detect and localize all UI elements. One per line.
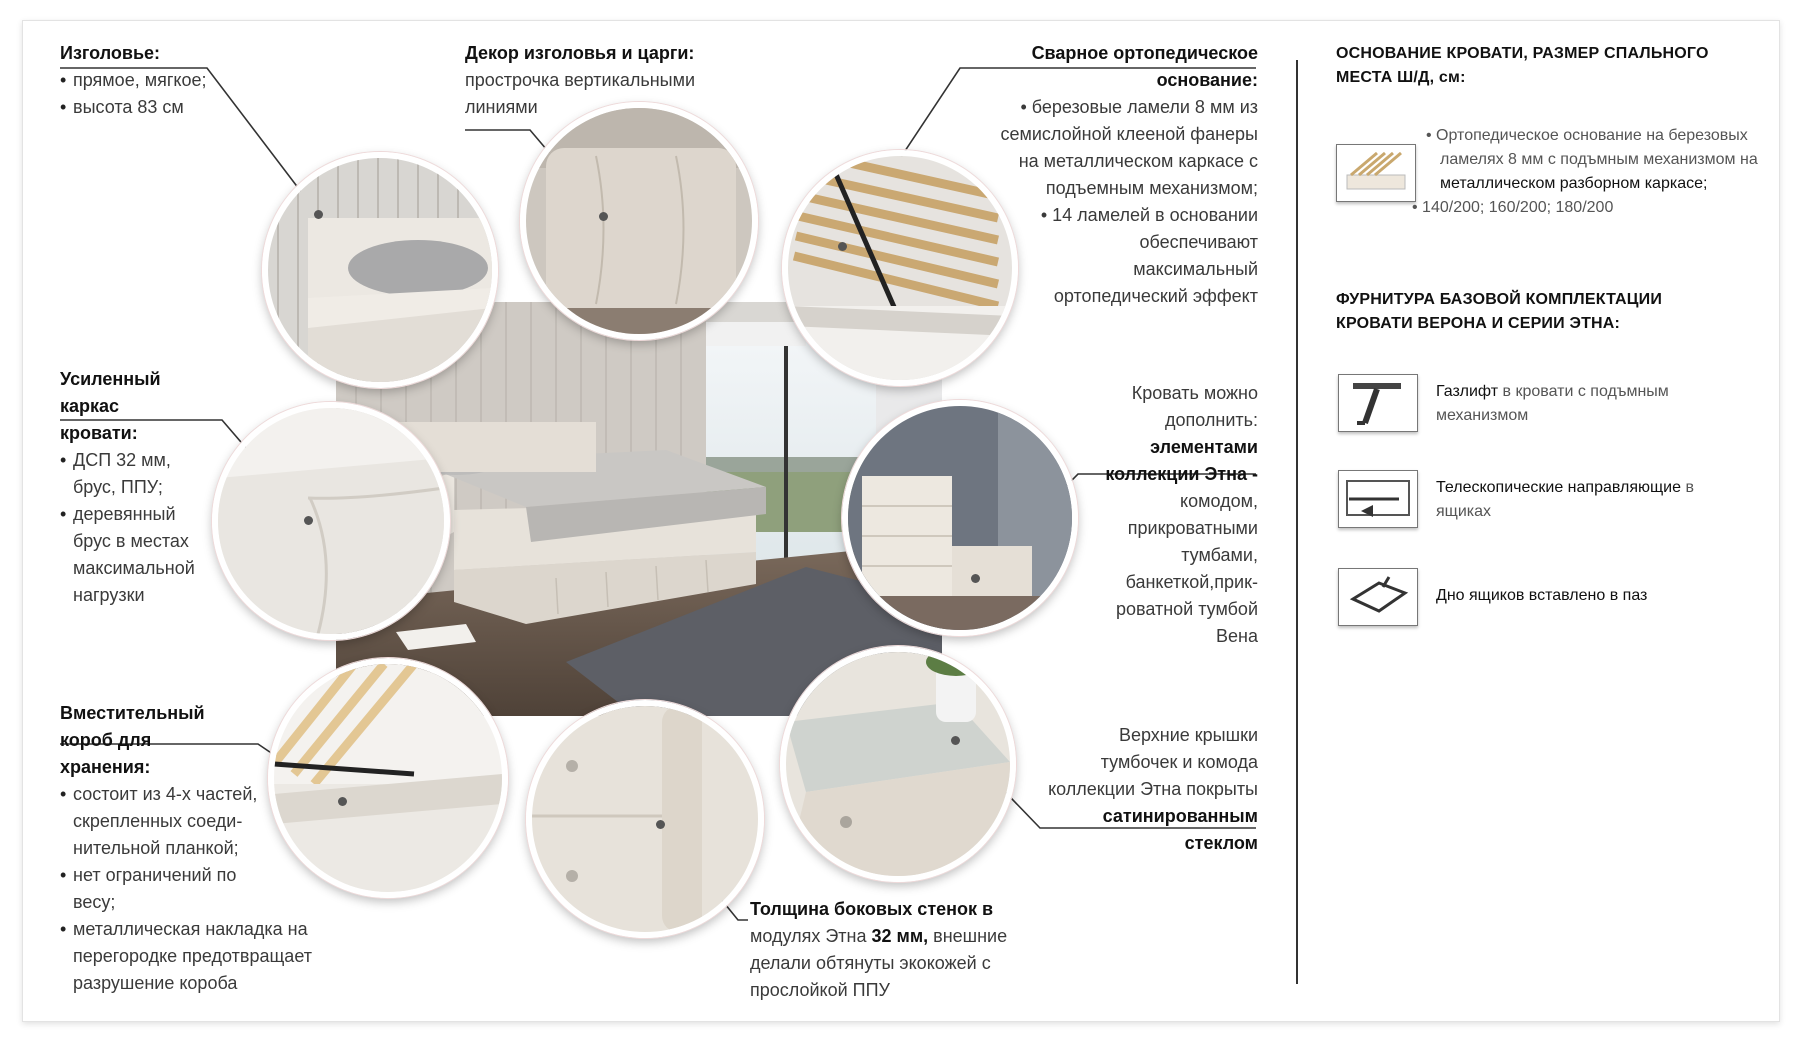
frame-marker — [304, 516, 313, 525]
walls-line: прослойкой ППУ — [750, 980, 890, 1000]
base-section — [1336, 42, 1756, 90]
welded-base-title: Сварное ортопедическое — [1031, 43, 1258, 63]
headboard-title: Изголовье: — [60, 43, 161, 63]
base-sizes: 140/200; 160/200; 180/200 — [1422, 199, 1614, 216]
welded-base-line: на металлическом каркасе с — [1018, 151, 1258, 171]
storage-line: скрепленных соеди- — [73, 811, 243, 831]
decor-line: прострочка вертикальными — [465, 70, 696, 90]
headboard-detail-circle — [262, 152, 498, 388]
headboard-bullet: • прямое, мягкое; — [60, 67, 260, 94]
glass-top-detail-photo — [786, 652, 1010, 876]
wall-marker — [656, 820, 665, 829]
addon-line: комодом, — [1180, 491, 1258, 511]
gaslift-thumbnail — [1338, 374, 1418, 432]
welded-base-line: березовые ламели 8 мм из — [1031, 97, 1258, 117]
frame-title: каркас — [60, 396, 120, 416]
frame-detail-photo — [218, 408, 444, 634]
tops-line: коллекции Этна покрыты — [1048, 779, 1258, 799]
welded-base-line: обеспечивают — [1139, 232, 1258, 252]
storage-title: Вместительный — [60, 703, 205, 723]
welded-base-line: 14 ламелей в основании — [1052, 205, 1258, 225]
frame-line: деревянный — [73, 504, 176, 524]
frame-detail-circle — [212, 402, 450, 640]
decor-line: линиями — [465, 97, 538, 117]
tops-callout — [1010, 722, 1258, 857]
headboard-marker — [314, 210, 323, 219]
storage-line: металлическая накладка на — [73, 919, 308, 939]
glass-top-marker — [951, 736, 960, 745]
fitting-item-drawer-bottom — [1436, 584, 1756, 608]
storage-line: разрушение короба — [73, 973, 238, 993]
addon-line: Кровать можно — [1131, 383, 1258, 403]
frame-callout — [60, 366, 220, 609]
base-line-bold: металлическом разборном каркасе; — [1440, 175, 1708, 192]
decor-detail-photo — [526, 108, 752, 334]
storage-callout — [60, 700, 340, 997]
addon-line: дополнить: — [1165, 410, 1258, 430]
welded-base-marker — [838, 242, 847, 251]
storage-line: перегородке предотвращает — [73, 946, 312, 966]
fitting-name: Телескопические направляющие — [1436, 479, 1681, 496]
storage-title: короб для — [60, 730, 152, 750]
addon-line: Вена — [1216, 626, 1258, 646]
headboard-detail-photo — [268, 158, 492, 382]
addon-bold-line: коллекции Этна - — [1105, 464, 1258, 484]
frame-line: ДСП 32 мм, — [73, 450, 171, 470]
fittings-section-title: КРОВАТИ ВЕРОНА И СЕРИИ ЭТНА: — [1336, 315, 1621, 332]
telescopic-rail-thumbnail — [1338, 470, 1418, 528]
bed-base-thumbnail — [1336, 144, 1416, 202]
storage-title: хранения: — [60, 757, 151, 777]
dresser-detail-photo — [848, 406, 1072, 630]
bullet-mark: • — [1040, 205, 1053, 225]
welded-base-line: ортопедический эффект — [1053, 286, 1258, 306]
tops-bold-line: сатинированным — [1102, 806, 1258, 826]
fitting-desc: в кровати с подъмным — [1498, 383, 1669, 400]
frame-title: кровати: — [60, 423, 138, 443]
drawer-bottom-icon — [1339, 569, 1417, 625]
addon-line: роватной тумбой — [1115, 599, 1258, 619]
fitting-desc: механизмом — [1436, 407, 1529, 424]
decor-detail-circle — [520, 102, 758, 340]
welded-base-title: основание: — [1156, 70, 1258, 90]
addon-line: тумбами, — [1181, 545, 1258, 565]
walls-line: модулях Этна — [750, 926, 872, 946]
telescopic-rail-icon — [1339, 471, 1417, 527]
wall-detail-circle — [526, 700, 764, 938]
fitting-desc: ящиках — [1436, 503, 1492, 520]
fitting-item-telescopic — [1436, 476, 1756, 524]
walls-line: делали обтянуты экокожей с — [750, 953, 991, 973]
addon-line: прикроватными — [1127, 518, 1258, 538]
headboard-bullet: • высота 83 см — [60, 94, 260, 121]
decor-title: Декор изголовья и царги: — [465, 43, 695, 63]
bullet-mark: • — [1020, 97, 1032, 117]
addon-marker — [971, 574, 980, 583]
welded-base-callout — [940, 40, 1258, 310]
decor-callout — [465, 40, 765, 121]
walls-bold: 32 мм, — [871, 926, 929, 946]
headboard-callout — [60, 40, 260, 121]
tops-line: Верхние крышки — [1118, 725, 1258, 745]
addon-bold-line: элементами — [1150, 437, 1258, 457]
frame-line: максимальной — [73, 558, 195, 578]
fitting-item-gaslift — [1436, 380, 1756, 428]
storage-line: нительной планкой; — [73, 838, 239, 858]
walls-title: Толщина боковых стенок в — [750, 899, 994, 919]
base-section-title: МЕСТА Ш/Д, см: — [1336, 69, 1466, 86]
welded-base-line: семислойной клееной фанеры — [1000, 124, 1258, 144]
walls-callout — [750, 896, 1050, 1004]
gaslift-icon — [1339, 375, 1417, 431]
decor-marker — [599, 212, 608, 221]
wall-detail-photo — [532, 706, 758, 932]
bullet-mark: • — [1426, 127, 1437, 144]
frame-line: брус, ППУ; — [73, 477, 163, 497]
glass-top-detail-circle — [780, 646, 1016, 882]
base-description — [1412, 124, 1766, 220]
fitting-name: Газлифт — [1436, 383, 1499, 400]
fitting-name: Дно ящиков вставлено в паз — [1436, 587, 1648, 604]
dresser-detail-circle — [842, 400, 1078, 636]
frame-line: нагрузки — [73, 585, 145, 605]
walls-line: внешние — [928, 926, 1008, 946]
column-divider — [1296, 60, 1298, 984]
base-line: Ортопедическое основание на березовых — [1436, 127, 1748, 144]
storage-line: нет ограничений по — [73, 865, 237, 885]
frame-line: брус в местах — [73, 531, 189, 551]
fitting-desc: в — [1681, 479, 1694, 496]
welded-base-line: подъемным механизмом; — [1045, 178, 1258, 198]
bed-base-icon — [1337, 145, 1415, 201]
tops-line: тумбочек и комода — [1100, 752, 1258, 772]
welded-base-line: максимальный — [1133, 259, 1258, 279]
drawer-bottom-thumbnail — [1338, 568, 1418, 626]
addon-line: банкеткой,прик- — [1125, 572, 1258, 592]
addon-callout — [1050, 380, 1258, 650]
base-line: ламелях 8 мм с подъмным механизмом на — [1440, 151, 1758, 168]
frame-title: Усиленный — [60, 369, 161, 389]
storage-line: состоит из 4-х частей, — [73, 784, 258, 804]
storage-line: весу; — [73, 892, 116, 912]
base-section-title: ОСНОВАНИЕ КРОВАТИ, РАЗМЕР СПАЛЬНОГО — [1336, 45, 1709, 62]
bullet-mark: • — [1412, 199, 1423, 216]
fittings-section-title: ФУРНИТУРА БАЗОВОЙ КОМПЛЕКТАЦИИ — [1336, 291, 1663, 308]
fittings-section — [1336, 288, 1756, 336]
tops-bold-line: стеклом — [1184, 833, 1258, 853]
